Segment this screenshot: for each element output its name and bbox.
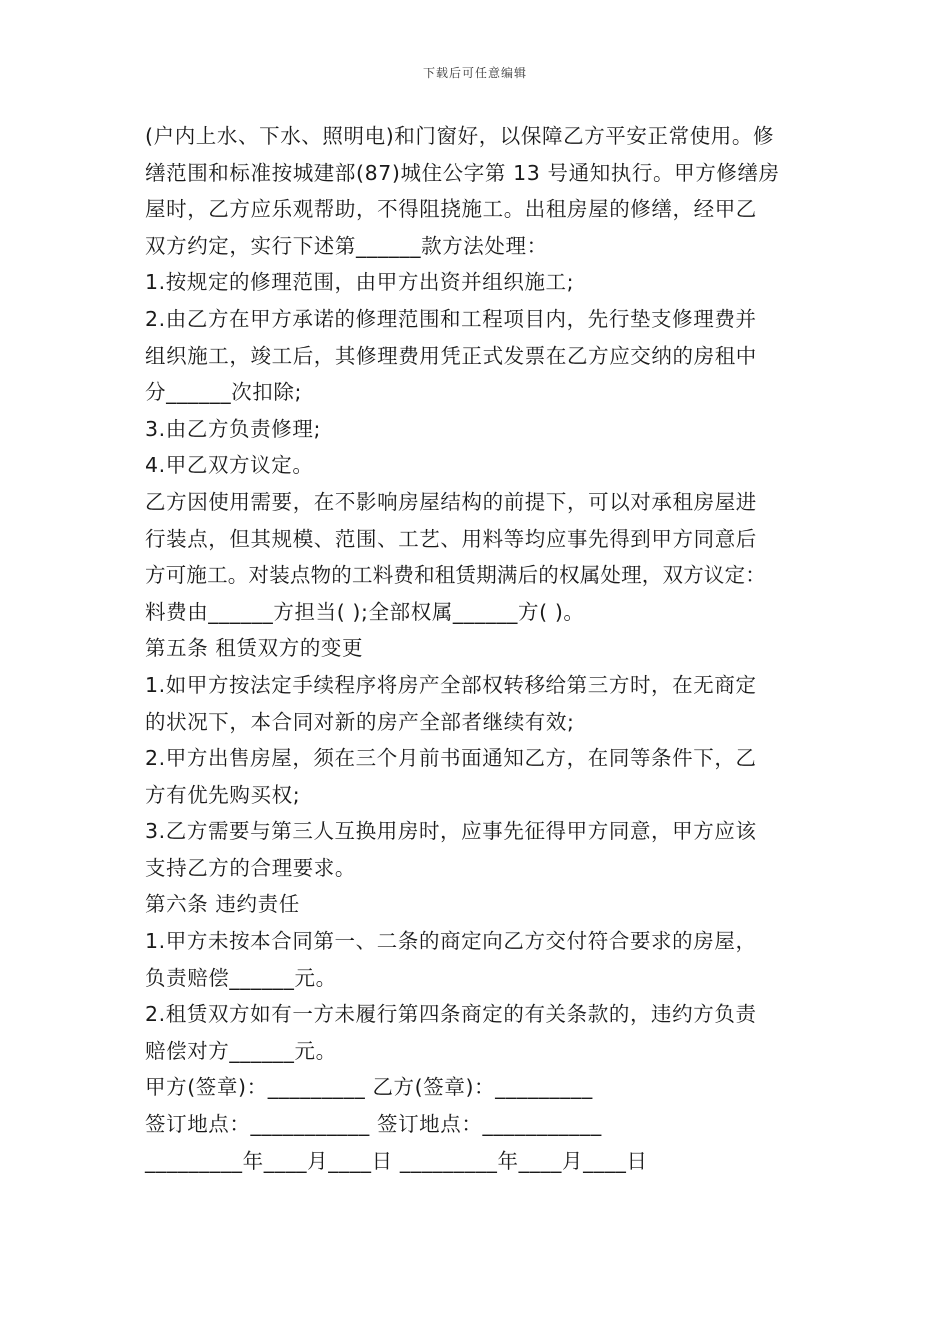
text-line: 方可施工。对装点物的工料费和租赁期满后的权属处理，双方议定： xyxy=(145,563,766,588)
list-item: 2.甲方出售房屋，须在三个月前书面通知乙方，在同等条件下，乙 xyxy=(145,746,757,771)
list-item: 3.乙方需要与第三人互换用房时，应事先征得甲方同意，甲方应该 xyxy=(145,819,757,844)
date-line: _________年____月____日 _________年____月____日 xyxy=(145,1148,648,1173)
text-line: (户内上水、下水、照明电)和门窗好，以保障乙方平安正常使用。修 xyxy=(145,124,775,148)
text-line: 组织施工，竣工后，其修理费用凭正式发票在乙方应交纳的房租中 xyxy=(145,343,757,368)
text-line: 的状况下，本合同对新的房产全部者继续有效; xyxy=(145,709,575,734)
list-item: 1.按规定的修理范围，由甲方出资并组织施工; xyxy=(145,270,575,295)
page-header: 下载后可任意编辑 xyxy=(422,66,527,80)
text-line: 缮范围和标准按城建部(87)城住公字第 13 号通知执行。甲方修缮房 xyxy=(145,160,780,185)
section-heading: 第六条 违约责任 xyxy=(145,892,300,917)
signature-line: 甲方(签章)：_________ 乙方(签章)：_________ xyxy=(145,1075,593,1100)
text-line: 乙方因使用需要，在不影响房屋结构的前提下，可以对承租房屋进 xyxy=(145,489,757,514)
text-line: 行装点，但其规模、范围、工艺、用料等均应事先得到甲方同意后 xyxy=(145,526,757,551)
signing-place-line: 签订地点：___________ 签订地点：___________ xyxy=(145,1112,602,1137)
list-item: 2.租赁双方如有一方未履行第四条商定的有关条款的，违约方负责 xyxy=(145,1002,757,1027)
list-item: 2.由乙方在甲方承诺的修理范围和工程项目内，先行垫支修理费并 xyxy=(145,306,757,331)
text-line: 负责赔偿______元。 xyxy=(145,965,337,990)
text-line: 方有优先购买权; xyxy=(145,782,301,807)
text-line: 赔偿对方______元。 xyxy=(145,1038,337,1063)
text-line: 料费由______方担当( );全部权属______方( )。 xyxy=(145,599,585,624)
list-item: 4.甲乙双方议定。 xyxy=(145,453,314,478)
list-item: 3.由乙方负责修理; xyxy=(145,416,321,441)
list-item: 1.甲方未按本合同第一、二条的商定向乙方交付符合要求的房屋， xyxy=(145,929,757,954)
document-body xyxy=(145,118,825,1179)
text-line: 分______次扣除; xyxy=(145,380,303,405)
text-line: 屋时，乙方应乐观帮助，不得阻挠施工。出租房屋的修缮，经甲乙 xyxy=(145,197,757,222)
list-item: 1.如甲方按法定手续程序将房产全部权转移给第三方时，在无商定 xyxy=(145,672,757,697)
section-heading: 第五条 租赁双方的变更 xyxy=(145,636,364,661)
text-line: 支持乙方的合理要求。 xyxy=(145,855,356,880)
text-line: 双方约定，实行下述第______款方法处理： xyxy=(145,233,548,258)
